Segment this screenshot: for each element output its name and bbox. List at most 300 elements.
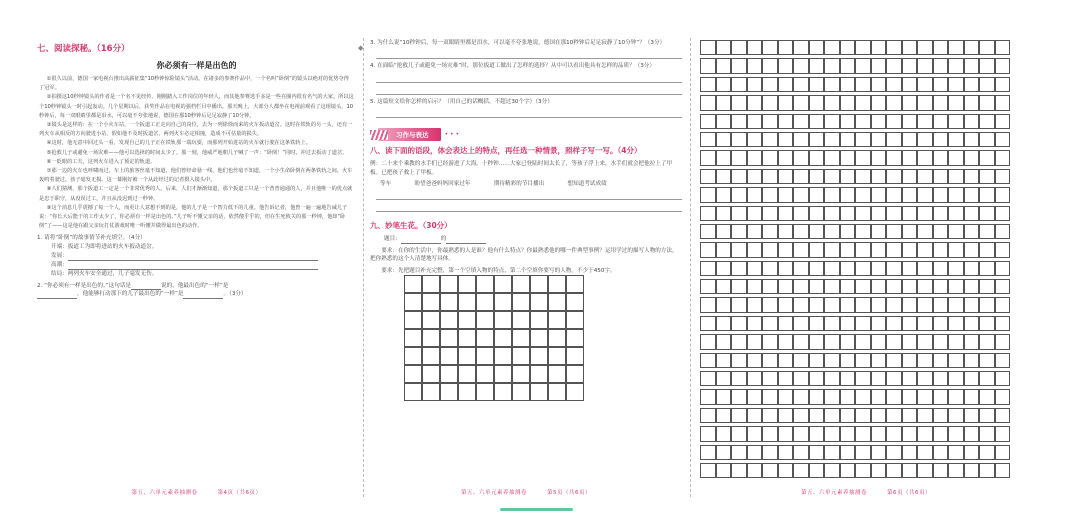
grid-cell[interactable] [458,329,476,347]
grid-cell[interactable] [933,389,949,404]
grid-cell[interactable] [871,463,887,478]
grid-cell[interactable] [840,242,856,257]
grid-cell[interactable] [948,426,964,441]
grid-cell[interactable] [762,58,778,73]
grid-cell[interactable] [886,389,902,404]
grid-cell[interactable] [793,114,809,129]
grid-cell[interactable] [778,426,794,441]
grid-cell[interactable] [778,297,794,312]
grid-cell[interactable] [902,206,918,221]
grid-cell[interactable] [566,293,584,311]
grid-cell[interactable] [404,329,422,347]
grid-cell[interactable] [917,206,933,221]
grid-cell[interactable] [793,224,809,239]
grid-cell[interactable] [979,206,995,221]
grid-cell[interactable] [440,347,458,365]
grid-cell[interactable] [762,353,778,368]
grid-cell[interactable] [871,371,887,386]
grid-cell[interactable] [964,95,980,110]
grid-cell[interactable] [886,40,902,55]
grid-cell[interactable] [422,293,440,311]
grid-cell[interactable] [995,408,1011,423]
grid-cell[interactable] [995,169,1011,184]
grid-cell[interactable] [458,311,476,329]
grid-cell[interactable] [548,275,566,293]
grid-cell[interactable] [700,389,716,404]
grid-cell[interactable] [716,40,732,55]
grid-cell[interactable] [948,58,964,73]
grid-cell[interactable] [716,169,732,184]
grid-cell[interactable] [948,150,964,165]
grid-cell[interactable] [809,353,825,368]
grid-cell[interactable] [731,371,747,386]
grid-cell[interactable] [902,408,918,423]
grid-cell[interactable] [995,371,1011,386]
grid-cell[interactable] [793,371,809,386]
grid-cell[interactable] [731,95,747,110]
grid-cell[interactable] [948,206,964,221]
grid-cell[interactable] [809,445,825,460]
grid-cell[interactable] [716,95,732,110]
grid-cell[interactable] [731,408,747,423]
grid-cell[interactable] [902,297,918,312]
grid-cell[interactable] [948,279,964,294]
grid-cell[interactable] [979,77,995,92]
grid-cell[interactable] [530,311,548,329]
grid-cell[interactable] [440,293,458,311]
grid-cell[interactable] [747,224,763,239]
grid-cell[interactable] [824,77,840,92]
grid-cell[interactable] [422,275,440,293]
grid-cell[interactable] [778,279,794,294]
grid-cell[interactable] [476,383,494,401]
grid-cell[interactable] [731,316,747,331]
essay-grid[interactable] [696,36,1036,478]
grid-cell[interactable] [824,261,840,276]
grid-cell[interactable] [512,383,530,401]
grid-cell[interactable] [933,242,949,257]
grid-cell[interactable] [917,316,933,331]
grid-cell[interactable] [964,40,980,55]
grid-cell[interactable] [902,114,918,129]
grid-cell[interactable] [566,311,584,329]
grid-cell[interactable] [871,261,887,276]
grid-cell[interactable] [964,114,980,129]
grid-cell[interactable] [855,150,871,165]
grid-cell[interactable] [824,371,840,386]
grid-cell[interactable] [855,40,871,55]
grid-cell[interactable] [530,347,548,365]
grid-cell[interactable] [809,389,825,404]
grid-cell[interactable] [700,463,716,478]
grid-cell[interactable] [476,275,494,293]
grid-cell[interactable] [824,389,840,404]
grid-cell[interactable] [731,114,747,129]
grid-cell[interactable] [886,77,902,92]
grid-cell[interactable] [840,77,856,92]
grid-cell[interactable] [886,297,902,312]
grid-cell[interactable] [855,206,871,221]
grid-cell[interactable] [809,316,825,331]
grid-cell[interactable] [933,206,949,221]
grid-cell[interactable] [747,463,763,478]
grid-cell[interactable] [979,463,995,478]
grid-cell[interactable] [995,187,1011,202]
grid-cell[interactable] [840,408,856,423]
grid-cell[interactable] [824,206,840,221]
grid-cell[interactable] [700,150,716,165]
grid-cell[interactable] [762,371,778,386]
grid-cell[interactable] [917,187,933,202]
grid-cell[interactable] [840,261,856,276]
grid-cell[interactable] [809,206,825,221]
grid-cell[interactable] [731,297,747,312]
grid-cell[interactable] [964,224,980,239]
grid-cell[interactable] [778,169,794,184]
grid-cell[interactable] [933,77,949,92]
grid-cell[interactable] [422,365,440,383]
grid-cell[interactable] [778,463,794,478]
grid-cell[interactable] [809,279,825,294]
grid-cell[interactable] [716,389,732,404]
grid-cell[interactable] [964,463,980,478]
grid-cell[interactable] [700,77,716,92]
grid-cell[interactable] [747,206,763,221]
grid-cell[interactable] [747,261,763,276]
grid-cell[interactable] [979,242,995,257]
grid-cell[interactable] [731,150,747,165]
grid-cell[interactable] [964,132,980,147]
grid-cell[interactable] [840,187,856,202]
grid-cell[interactable] [747,408,763,423]
grid-cell[interactable] [476,293,494,311]
grid-cell[interactable] [886,463,902,478]
grid-cell[interactable] [902,279,918,294]
grid-cell[interactable] [700,95,716,110]
grid-cell[interactable] [902,169,918,184]
grid-cell[interactable] [871,132,887,147]
grid-cell[interactable] [548,329,566,347]
grid-cell[interactable] [422,383,440,401]
grid-cell[interactable] [886,206,902,221]
grid-cell[interactable] [933,316,949,331]
grid-cell[interactable] [747,426,763,441]
grid-cell[interactable] [902,463,918,478]
grid-cell[interactable] [964,426,980,441]
grid-cell[interactable] [476,311,494,329]
grid-cell[interactable] [902,445,918,460]
grid-cell[interactable] [855,114,871,129]
grid-cell[interactable] [902,187,918,202]
grid-cell[interactable] [404,311,422,329]
grid-cell[interactable] [747,95,763,110]
grid-cell[interactable] [476,347,494,365]
grid-cell[interactable] [824,463,840,478]
grid-cell[interactable] [494,383,512,401]
grid-cell[interactable] [778,187,794,202]
grid-cell[interactable] [778,371,794,386]
grid-cell[interactable] [948,371,964,386]
grid-cell[interactable] [716,297,732,312]
grid-cell[interactable] [731,169,747,184]
grid-cell[interactable] [458,275,476,293]
grid-cell[interactable] [917,242,933,257]
grid-cell[interactable] [948,40,964,55]
grid-cell[interactable] [793,77,809,92]
grid-cell[interactable] [995,445,1011,460]
grid-cell[interactable] [793,445,809,460]
grid-cell[interactable] [995,150,1011,165]
grid-cell[interactable] [762,389,778,404]
grid-cell[interactable] [548,347,566,365]
grid-cell[interactable] [917,353,933,368]
grid-cell[interactable] [840,389,856,404]
grid-cell[interactable] [840,206,856,221]
grid-cell[interactable] [716,58,732,73]
grid-cell[interactable] [494,365,512,383]
grid-cell[interactable] [871,187,887,202]
grid-cell[interactable] [902,389,918,404]
grid-cell[interactable] [747,334,763,349]
grid-cell[interactable] [512,347,530,365]
grid-cell[interactable] [964,261,980,276]
essay-grid[interactable] [404,275,686,401]
grid-cell[interactable] [855,316,871,331]
grid-cell[interactable] [886,426,902,441]
grid-cell[interactable] [840,316,856,331]
grid-cell[interactable] [933,114,949,129]
grid-cell[interactable] [778,132,794,147]
grid-cell[interactable] [494,275,512,293]
grid-cell[interactable] [871,445,887,460]
grid-cell[interactable] [964,206,980,221]
grid-cell[interactable] [778,206,794,221]
grid-cell[interactable] [855,58,871,73]
grid-cell[interactable] [948,95,964,110]
grid-cell[interactable] [762,426,778,441]
grid-cell[interactable] [964,389,980,404]
grid-cell[interactable] [855,77,871,92]
grid-cell[interactable] [778,40,794,55]
grid-cell[interactable] [404,347,422,365]
grid-cell[interactable] [747,297,763,312]
grid-cell[interactable] [995,40,1011,55]
grid-cell[interactable] [440,311,458,329]
grid-cell[interactable] [840,353,856,368]
grid-cell[interactable] [917,58,933,73]
grid-cell[interactable] [747,40,763,55]
scroll-indicator[interactable] [500,508,573,511]
grid-cell[interactable] [917,297,933,312]
grid-cell[interactable] [948,169,964,184]
grid-cell[interactable] [933,58,949,73]
grid-cell[interactable] [964,150,980,165]
grid-cell[interactable] [871,353,887,368]
grid-cell[interactable] [871,426,887,441]
grid-cell[interactable] [871,297,887,312]
grid-cell[interactable] [933,371,949,386]
grid-cell[interactable] [809,40,825,55]
grid-cell[interactable] [809,261,825,276]
grid-cell[interactable] [440,329,458,347]
grid-cell[interactable] [809,114,825,129]
grid-cell[interactable] [731,389,747,404]
grid-cell[interactable] [512,365,530,383]
grid-cell[interactable] [948,224,964,239]
grid-cell[interactable] [855,242,871,257]
grid-cell[interactable] [700,334,716,349]
grid-cell[interactable] [840,40,856,55]
grid-cell[interactable] [731,224,747,239]
grid-cell[interactable] [762,150,778,165]
grid-cell[interactable] [778,77,794,92]
grid-cell[interactable] [824,353,840,368]
grid-cell[interactable] [824,114,840,129]
grid-cell[interactable] [716,187,732,202]
grid-cell[interactable] [979,114,995,129]
grid-cell[interactable] [824,334,840,349]
grid-cell[interactable] [933,445,949,460]
grid-cell[interactable] [793,297,809,312]
answer-line[interactable] [376,71,682,83]
grid-cell[interactable] [855,353,871,368]
grid-cell[interactable] [902,426,918,441]
grid-cell[interactable] [948,389,964,404]
grid-cell[interactable] [778,316,794,331]
grid-cell[interactable] [995,224,1011,239]
grid-cell[interactable] [716,206,732,221]
grid-cell[interactable] [548,293,566,311]
grid-cell[interactable] [933,132,949,147]
grid-cell[interactable] [809,58,825,73]
grid-cell[interactable] [948,261,964,276]
grid-cell[interactable] [747,389,763,404]
grid-cell[interactable] [855,261,871,276]
grid-cell[interactable] [793,187,809,202]
grid-cell[interactable] [700,408,716,423]
grid-cell[interactable] [747,77,763,92]
grid-cell[interactable] [917,334,933,349]
grid-cell[interactable] [824,242,840,257]
grid-cell[interactable] [933,40,949,55]
grid-cell[interactable] [855,95,871,110]
grid-cell[interactable] [700,58,716,73]
grid-cell[interactable] [871,279,887,294]
grid-cell[interactable] [917,150,933,165]
grid-cell[interactable] [824,169,840,184]
grid-cell[interactable] [902,224,918,239]
grid-cell[interactable] [840,334,856,349]
grid-cell[interactable] [716,132,732,147]
grid-cell[interactable] [458,293,476,311]
grid-cell[interactable] [793,169,809,184]
grid-cell[interactable] [871,224,887,239]
grid-cell[interactable] [886,261,902,276]
grid-cell[interactable] [762,169,778,184]
grid-cell[interactable] [979,40,995,55]
grid-cell[interactable] [548,365,566,383]
grid-cell[interactable] [840,426,856,441]
grid-cell[interactable] [979,132,995,147]
grid-cell[interactable] [933,279,949,294]
grid-cell[interactable] [731,261,747,276]
grid-cell[interactable] [809,224,825,239]
grid-cell[interactable] [886,334,902,349]
grid-cell[interactable] [716,279,732,294]
grid-cell[interactable] [762,279,778,294]
grid-cell[interactable] [933,224,949,239]
grid-cell[interactable] [902,77,918,92]
grid-cell[interactable] [731,445,747,460]
grid-cell[interactable] [871,206,887,221]
grid-cell[interactable] [809,426,825,441]
grid-cell[interactable] [824,445,840,460]
grid-cell[interactable] [933,261,949,276]
grid-cell[interactable] [778,353,794,368]
grid-cell[interactable] [886,316,902,331]
answer-line[interactable] [376,106,682,118]
grid-cell[interactable] [793,242,809,257]
grid-cell[interactable] [840,58,856,73]
grid-cell[interactable] [902,353,918,368]
grid-cell[interactable] [824,297,840,312]
grid-cell[interactable] [762,316,778,331]
grid-cell[interactable] [979,316,995,331]
grid-cell[interactable] [512,311,530,329]
grid-cell[interactable] [995,316,1011,331]
grid-cell[interactable] [762,95,778,110]
grid-cell[interactable] [731,353,747,368]
grid-cell[interactable] [731,40,747,55]
grid-cell[interactable] [731,279,747,294]
grid-cell[interactable] [809,150,825,165]
grid-cell[interactable] [731,132,747,147]
grid-cell[interactable] [979,224,995,239]
grid-cell[interactable] [762,132,778,147]
grid-cell[interactable] [700,114,716,129]
grid-cell[interactable] [964,334,980,349]
grid-cell[interactable] [778,389,794,404]
grid-cell[interactable] [964,316,980,331]
grid-cell[interactable] [747,169,763,184]
grid-cell[interactable] [871,316,887,331]
grid-cell[interactable] [824,132,840,147]
answer-line[interactable] [376,200,682,212]
grid-cell[interactable] [886,58,902,73]
grid-cell[interactable] [964,408,980,423]
grid-cell[interactable] [995,114,1011,129]
grid-cell[interactable] [871,150,887,165]
grid-cell[interactable] [917,77,933,92]
grid-cell[interactable] [700,426,716,441]
grid-cell[interactable] [824,279,840,294]
essay-title-line[interactable]: 题目： 的 [384,235,682,243]
grid-cell[interactable] [747,114,763,129]
grid-cell[interactable] [964,279,980,294]
grid-cell[interactable] [855,169,871,184]
grid-cell[interactable] [716,150,732,165]
grid-cell[interactable] [530,293,548,311]
grid-cell[interactable] [440,365,458,383]
grid-cell[interactable] [933,95,949,110]
grid-cell[interactable] [762,242,778,257]
grid-cell[interactable] [948,187,964,202]
grid-cell[interactable] [762,463,778,478]
grid-cell[interactable] [793,261,809,276]
grid-cell[interactable] [824,408,840,423]
grid-cell[interactable] [494,329,512,347]
grid-cell[interactable] [979,95,995,110]
